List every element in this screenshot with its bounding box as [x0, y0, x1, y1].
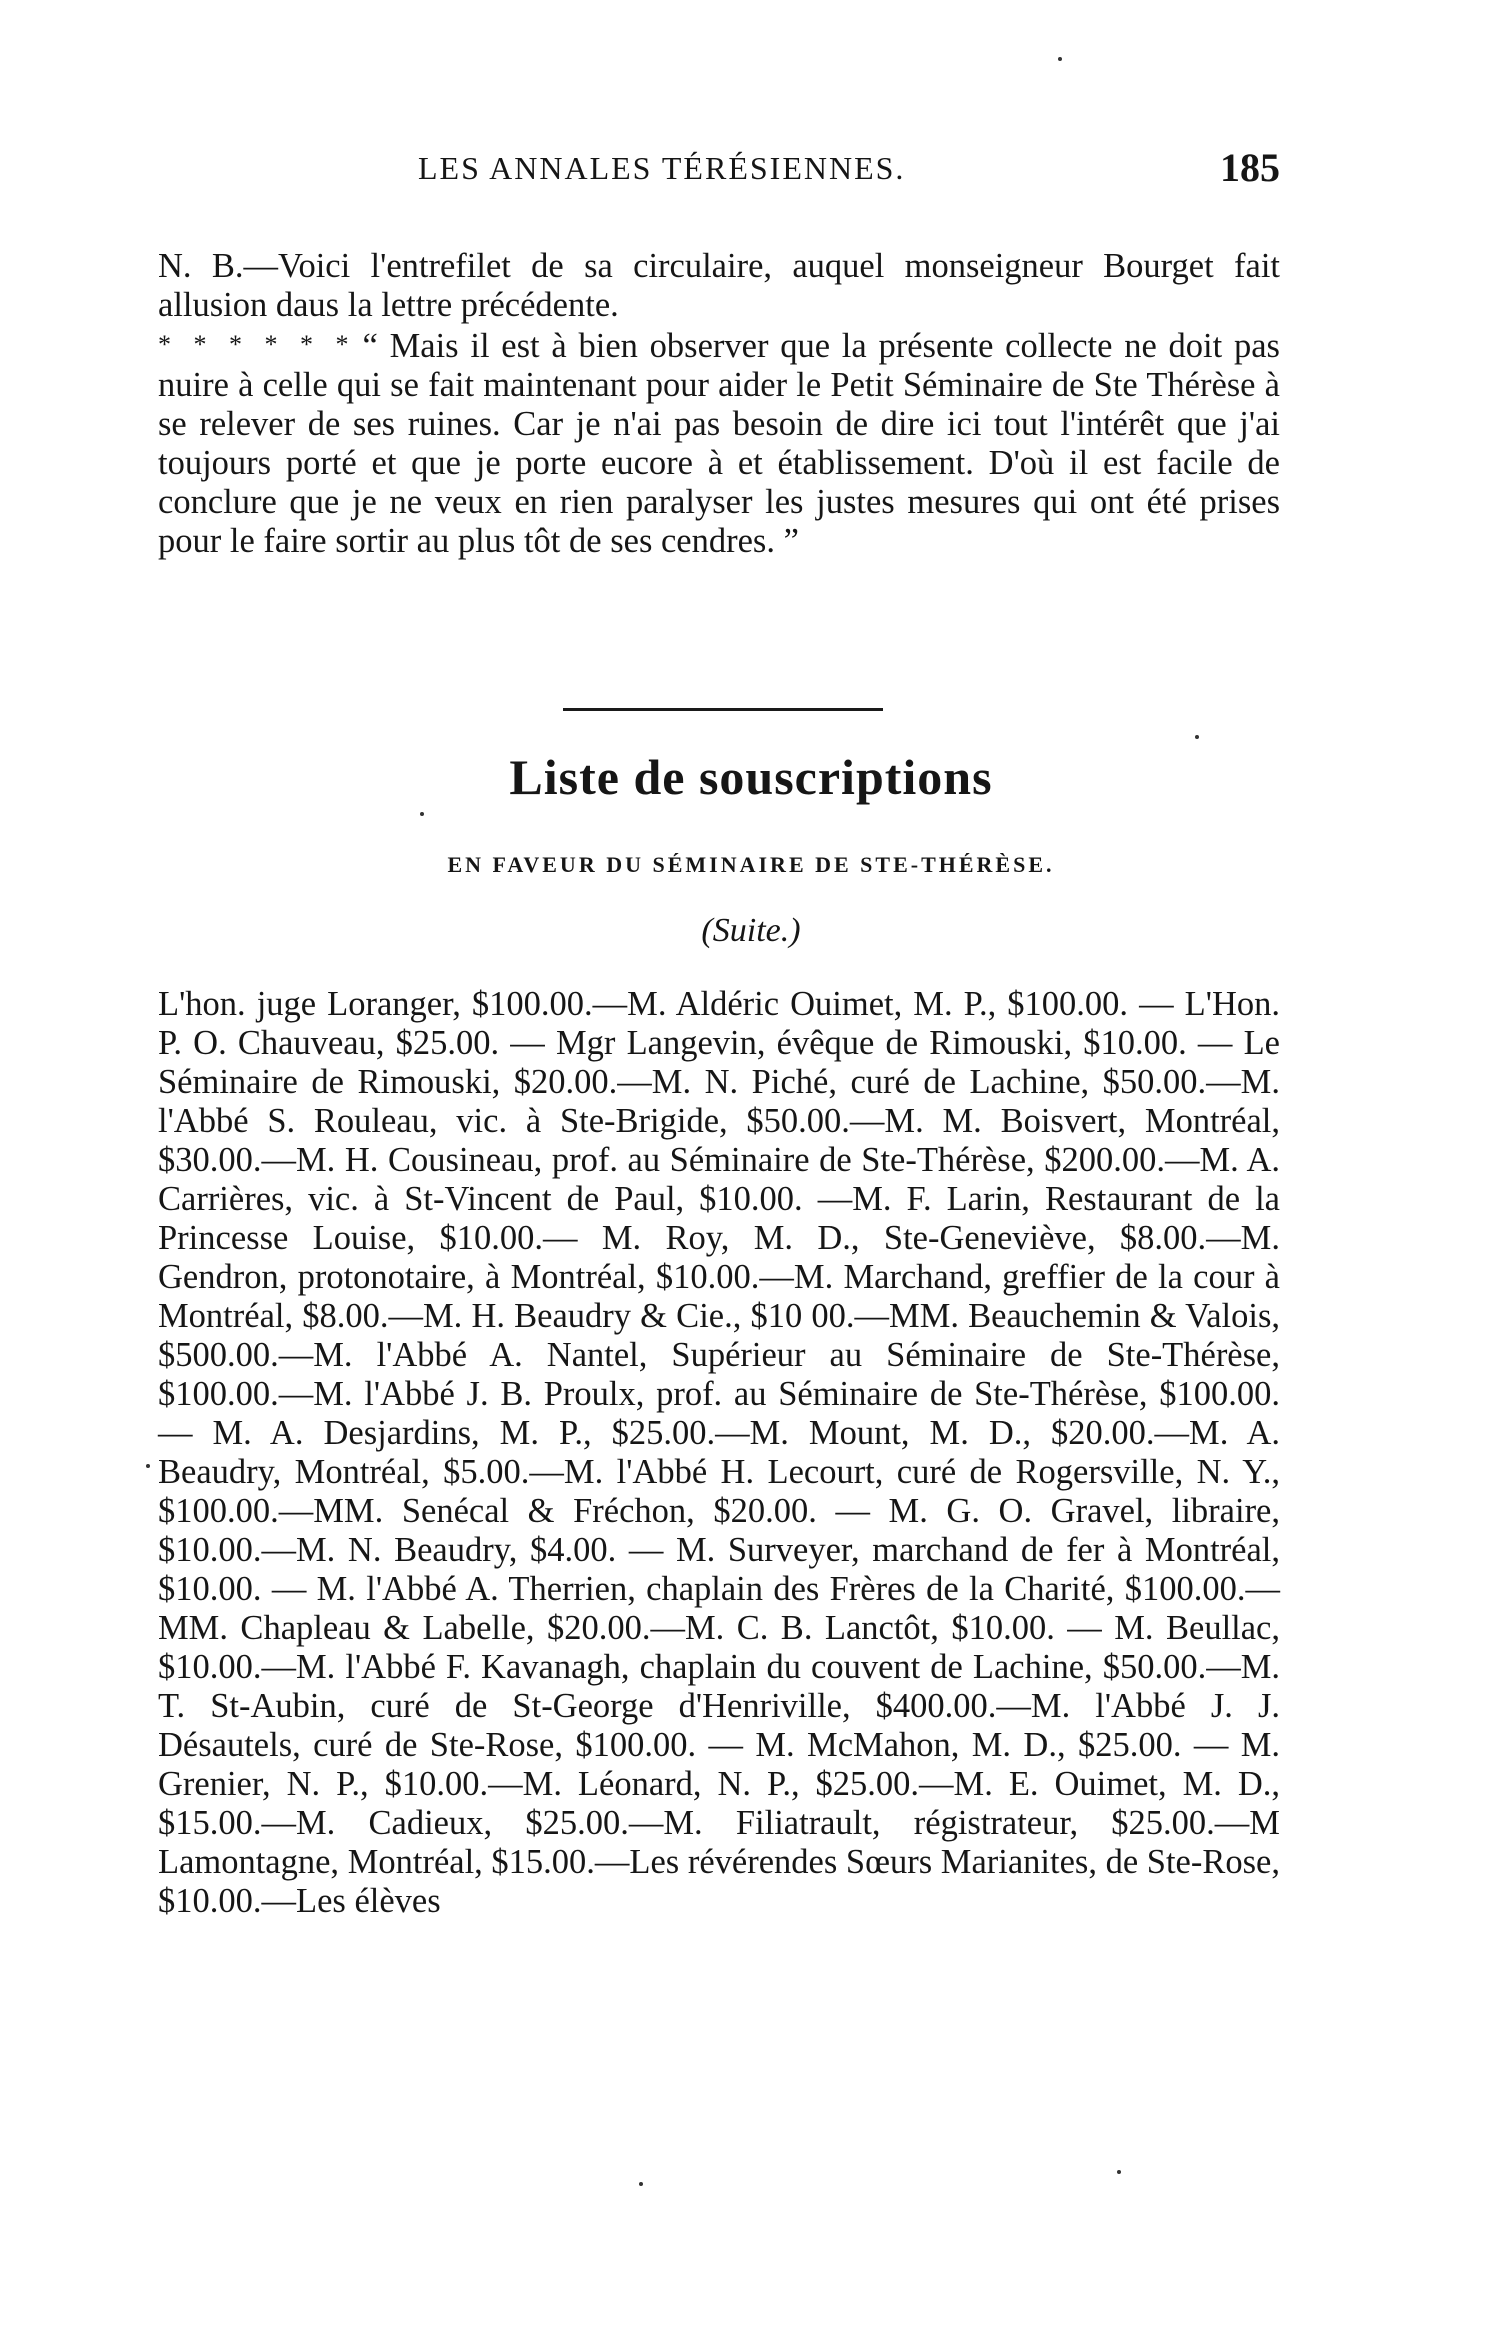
- scan-speck: [1117, 2170, 1121, 2174]
- scan-speck: [146, 1464, 150, 1468]
- circular-quote-text: “ Mais il est à bien observer que la présente collecte ne doit pas nuire à celle qui se fait maintenant pour aider le Petit Séminaire de Ste Thérèse à se relever de ses ruines. Car je n'ai pas besoin de dire ici tout l'intérêt que j'ai toujours porté et que je porte eucore à et établissement. D'où il est facile de conclure que je ne veux en rien paralyser les justes mesures qui ont été prises pour le faire sortir au plus tôt de ses cendres. ”: [158, 327, 1280, 560]
- circular-quote: [158, 325, 1280, 561]
- subscription-list: [158, 985, 1280, 1921]
- continuation-mark: (Suite.): [701, 912, 801, 949]
- scan-speck: [420, 812, 424, 816]
- section-subtitle: EN FAVEUR DU SÉMINAIRE DE STE-THÉRÈSE.: [447, 852, 1055, 877]
- scan-speck: [639, 2182, 643, 2186]
- nota-bene-lead: N. B.—Voici l'entrefilet de sa circulaire, auquel monseigneur Bourget fait allusion daus la lettre précédente.: [158, 247, 1280, 324]
- scan-speck: [1195, 735, 1199, 739]
- section-divider: [563, 708, 883, 711]
- nota-bene-block: [158, 247, 1280, 561]
- subscription-list-text: L'hon. juge Loranger, $100.00.—M. Aldéric Ouimet, M. P., $100.00. — L'Hon. P. O. Chauveau, $25.00. — Mgr Langevin, évêque de Rimouski, $10.00. — Le Séminaire de Rimouski, $20.00.—M. N. Piché, curé de Lachine, $50.00.—M. l'Abbé S. Rouleau, vic. à Ste-Brigide, $50.00.—M. M. Boisvert, Montréal, $30.00.—M. H. Cousineau, prof. au Séminaire de Ste-Thérèse, $200.00.—M. A. Carrières, vic. à St-Vincent de Paul, $10.00. —M. F. Larin, Restaurant de la Princesse Louise, $10.00.— M. Roy, M. D., Ste-Geneviève, $8.00.—M. Gendron, protonotaire, à Montréal, $10.00.—M. Marchand, greffier de la cour à Montréal, $8.00.—M. H. Beaudry & Cie., $10 00.—MM. Beauchemin & Valois, $500.00.—M. l'Abbé A. Nantel, Supérieur au Séminaire de Ste-Thérèse, $100.00.—M. l'Abbé J. B. Proulx, prof. au Séminaire de Ste-Thérèse, $100.00. — M. A. Desjardins, M. P., $25.00.—M. Mount, M. D., $20.00.—M. A. Beaudry, Montréal, $5.00.—M. l'Abbé H. Lecourt, curé de Rogersville, N. Y., $100.00.—MM. Senécal & Fréchon, $20.00. — M. G. O. Gravel, libraire, $10.00.—M. N. Beaudry, $4.00. — M. Surveyer, marchand de fer à Montréal, $10.00. — M. l'Abbé A. Therrien, chaplain des Frères de la Charité, $100.00.— MM. Chapleau & Labelle, $20.00.—M. C. B. Lanctôt, $10.00. — M. Beullac, $10.00.—M. l'Abbé F. Kavanagh, chaplain du couvent de Lachine, $50.00.—M. T. St-Aubin, curé de St-George d'Henriville, $400.00.—M. l'Abbé J. J. Désautels, curé de Ste-Rose, $100.00. — M. McMahon, M. D., $25.00. — M. Grenier, N. P., $10.00.—M. Léonard, N. P., $25.00.—M. E. Ouimet, M. D., $15.00.—M. Cadieux, $25.00.—M. Filiatrault, régistrateur, $25.00.—M Lamontagne, Montréal, $15.00.—Les révérendes Sœurs Marianites, de Ste-Rose, $10.00.—Les élèves: [158, 985, 1280, 1920]
- page-number: 185: [1220, 145, 1280, 190]
- page-header: [158, 145, 1280, 200]
- running-title: LES ANNALES TÉRÉSIENNES.: [418, 150, 906, 186]
- section-title: Liste de souscriptions: [509, 749, 993, 805]
- asterisk-ellipsis: * * * * * *: [158, 330, 357, 359]
- scan-speck: [1058, 57, 1062, 61]
